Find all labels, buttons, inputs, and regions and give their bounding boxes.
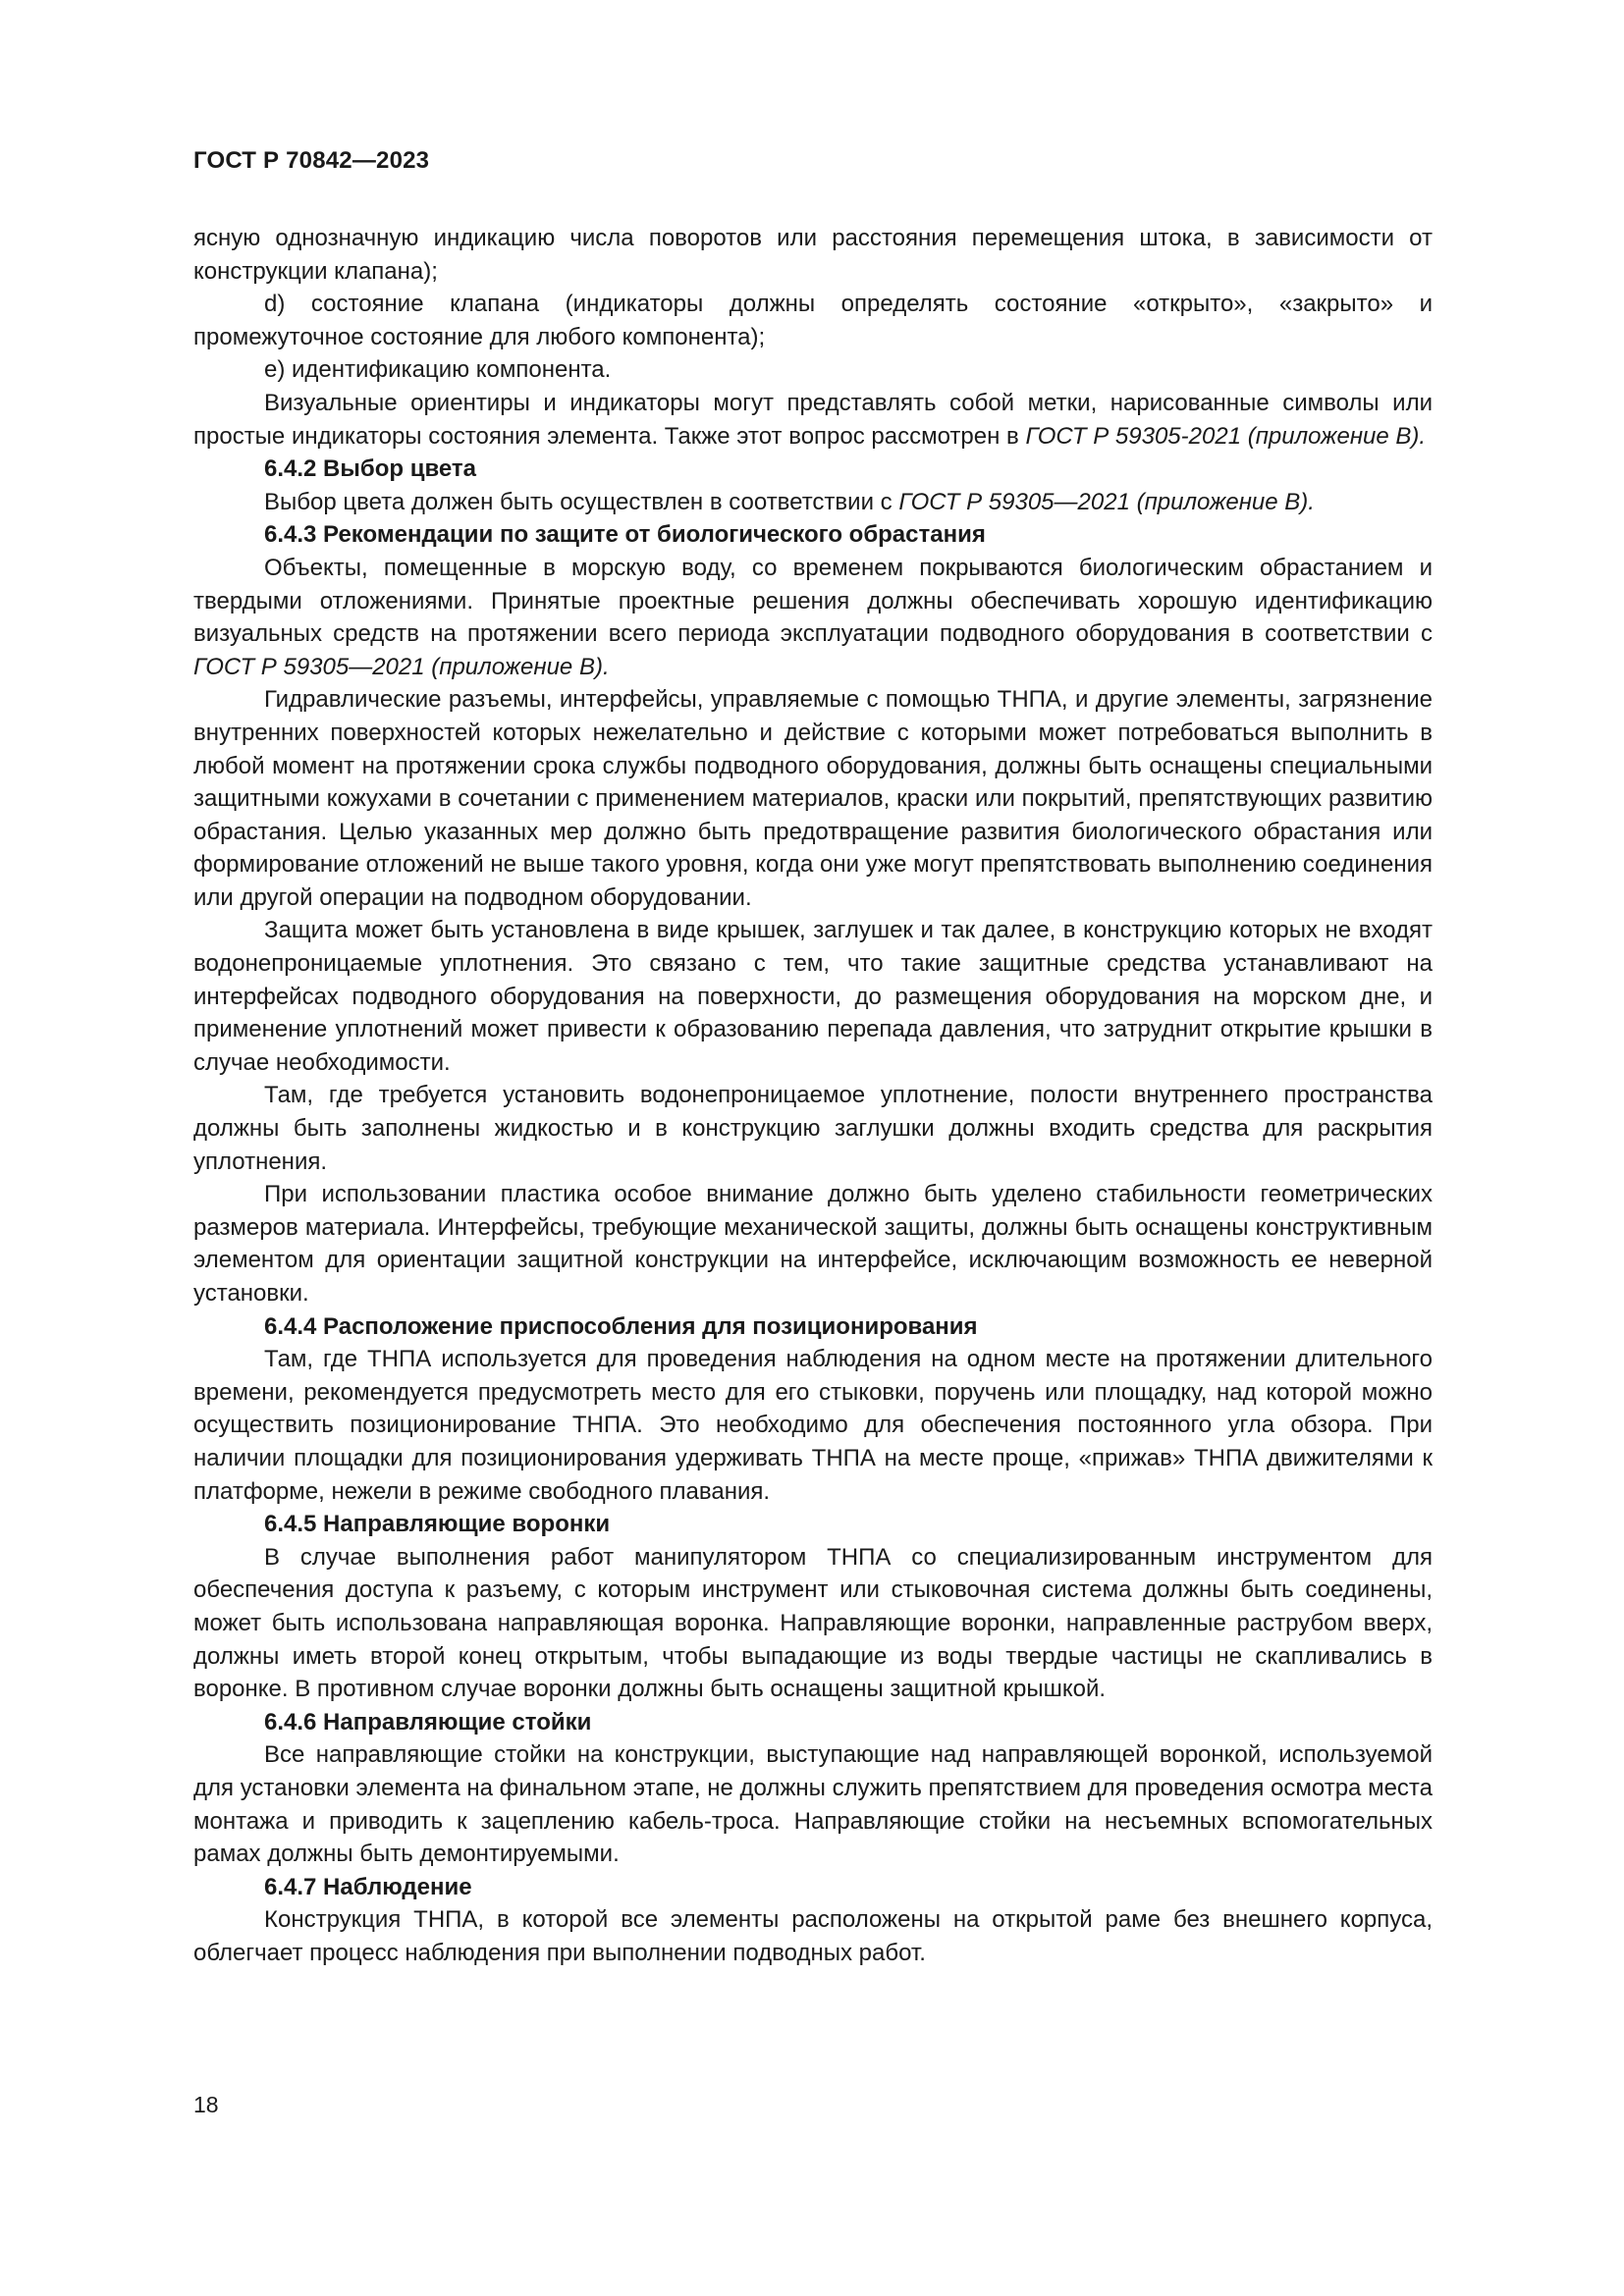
standard-reference: ГОСТ Р 59305-2021 (приложение В). (1025, 422, 1427, 450)
section-heading-6-4-3: 6.4.3 Рекомендации по защите от биологического обрастания (264, 521, 986, 549)
standard-reference: ГОСТ Р 59305—2021 (приложение В). (193, 653, 610, 680)
paragraph: ясную однозначную индикацию числа поворотов или расстояния перемещения штока, в зависимости от конструкции клапана); (193, 225, 1433, 285)
section-heading-6-4-2: 6.4.2 Выбор цвета (264, 455, 477, 483)
paragraph: Все направляющие стойки на конструкции, выступающие над направляющей воронкой, используемой для установки элемента на финальном этапе, не должны служить препятствием для проведения осмотра места монтажа и приводить к зацеплению кабель-троса. Направляющие стойки на несъемных вспомогательных рамах должны быть демонтируемыми. (193, 1741, 1433, 1868)
page-number: 18 (193, 2092, 219, 2117)
paragraph: Гидравлические разъемы, интерфейсы, управляемые с помощью ТНПА, и другие элементы, загрязнение внутренних поверхностей которых нежелательно и действие с которыми может потребоваться выполнить в любой момент на протяжении срока службы подводного оборудования, должны быть оснащены специальными защитными кожухами в сочетании с применением материалов, краски или покрытий, препятствующих развитию обрастания. Целью указанных мер должно быть предотвращение развития биологического обрастания или формирование отложений не выше такого уровня, когда они уже могут препятствовать выполнению соединения или другой операции на подводном оборудовании. (193, 686, 1433, 911)
list-item-d: d) состояние клапана (индикаторы должны определять состояние «открыто», «закрыто» и промежуточное состояние для любого компонента); (193, 291, 1433, 350)
paragraph: В случае выполнения работ манипулятором ТНПА со специализированным инструментом для обеспечения доступа к разъему, с которым инструмент или стыковочная система должны быть соединены, может быть использована направляющая воронка. Направляющие воронки, направленные раструбом вверх, должны иметь второй конец открытым, чтобы выпадающие из воды твердые частицы не скапливались в воронке. В противном случае воронки должны быть оснащены защитной крышкой. (193, 1543, 1433, 1703)
paragraph: Там, где ТНПА используется для проведения наблюдения на одном месте на протяжении длительного времени, рекомендуется предусмотреть место для его стыковки, поручень или площадку, над которой можно осуществить позиционирование ТНПА. Это необходимо для обеспечения постоянного угла обзора. При наличии площадки для позиционирования удерживать ТНПА на месте проще, «прижав» ТНПА движителями к платформе, нежели в режиме свободного плавания. (193, 1346, 1433, 1505)
paragraph-text: Визуальные ориентиры и индикаторы могут представлять собой метки, нарисованные символы или простые индикаторы состояния элемента. Также этот вопрос рассмотрен в (193, 389, 1433, 450)
list-item-e: е) идентификацию компонента. (264, 356, 612, 384)
paragraph-text: Выбор цвета должен быть осуществлен в соответствии с (264, 488, 899, 515)
document-header: ГОСТ Р 70842—2023 (193, 147, 430, 174)
paragraph (193, 552, 1433, 683)
section-heading-6-4-4: 6.4.4 Расположение приспособления для позиционирования (264, 1312, 978, 1340)
paragraph: Защита может быть установлена в виде крышек, заглушек и так далее, в конструкцию которых не входят водонепроницаемые уплотнения. Это связано с тем, что такие защитные средства устанавливают на интерфейсах подводного оборудования на поверхности, до размещения оборудования на морском дне, и применение уплотнений может привести к образованию перепада давления, что затруднит открытие крышки в случае необходимости. (193, 917, 1433, 1076)
standard-reference: ГОСТ Р 59305—2021 (приложение В). (898, 488, 1315, 515)
paragraph (193, 387, 1433, 453)
paragraph: При использовании пластика особое внимание должно быть уделено стабильности геометрических размеров материала. Интерфейсы, требующие механической защиты, должны быть оснащены конструктивным элементом для ориентации защитной конструкции на интерфейсе, исключающим возможность ее неверной установки. (193, 1181, 1433, 1307)
document-body (193, 222, 1433, 1969)
paragraph: Конструкция ТНПА, в которой все элементы расположены на открытой раме без внешнего корпуса, облегчает процесс наблюдения при выполнении подводных работ. (193, 1906, 1433, 1966)
paragraph-text: Объекты, помещенные в морскую воду, со временем покрываются биологическим обрастанием и твердыми отложениями. Принятые проектные решения должны обеспечивать хорошую идентификацию визуальных средств на протяжении всего периода эксплуатации подводного оборудования в соответствии с (193, 554, 1433, 648)
paragraph: Там, где требуется установить водонепроницаемое уплотнение, полости внутреннего пространства должны быть заполнены жидкостью и в конструкцию заглушки должны входить средства для раскрытия уплотнения. (193, 1082, 1433, 1175)
paragraph (193, 486, 1433, 519)
section-heading-6-4-6: 6.4.6 Направляющие стойки (264, 1708, 592, 1735)
section-heading-6-4-5: 6.4.5 Направляющие воронки (264, 1511, 611, 1538)
section-heading-6-4-7: 6.4.7 Наблюдение (264, 1873, 472, 1900)
